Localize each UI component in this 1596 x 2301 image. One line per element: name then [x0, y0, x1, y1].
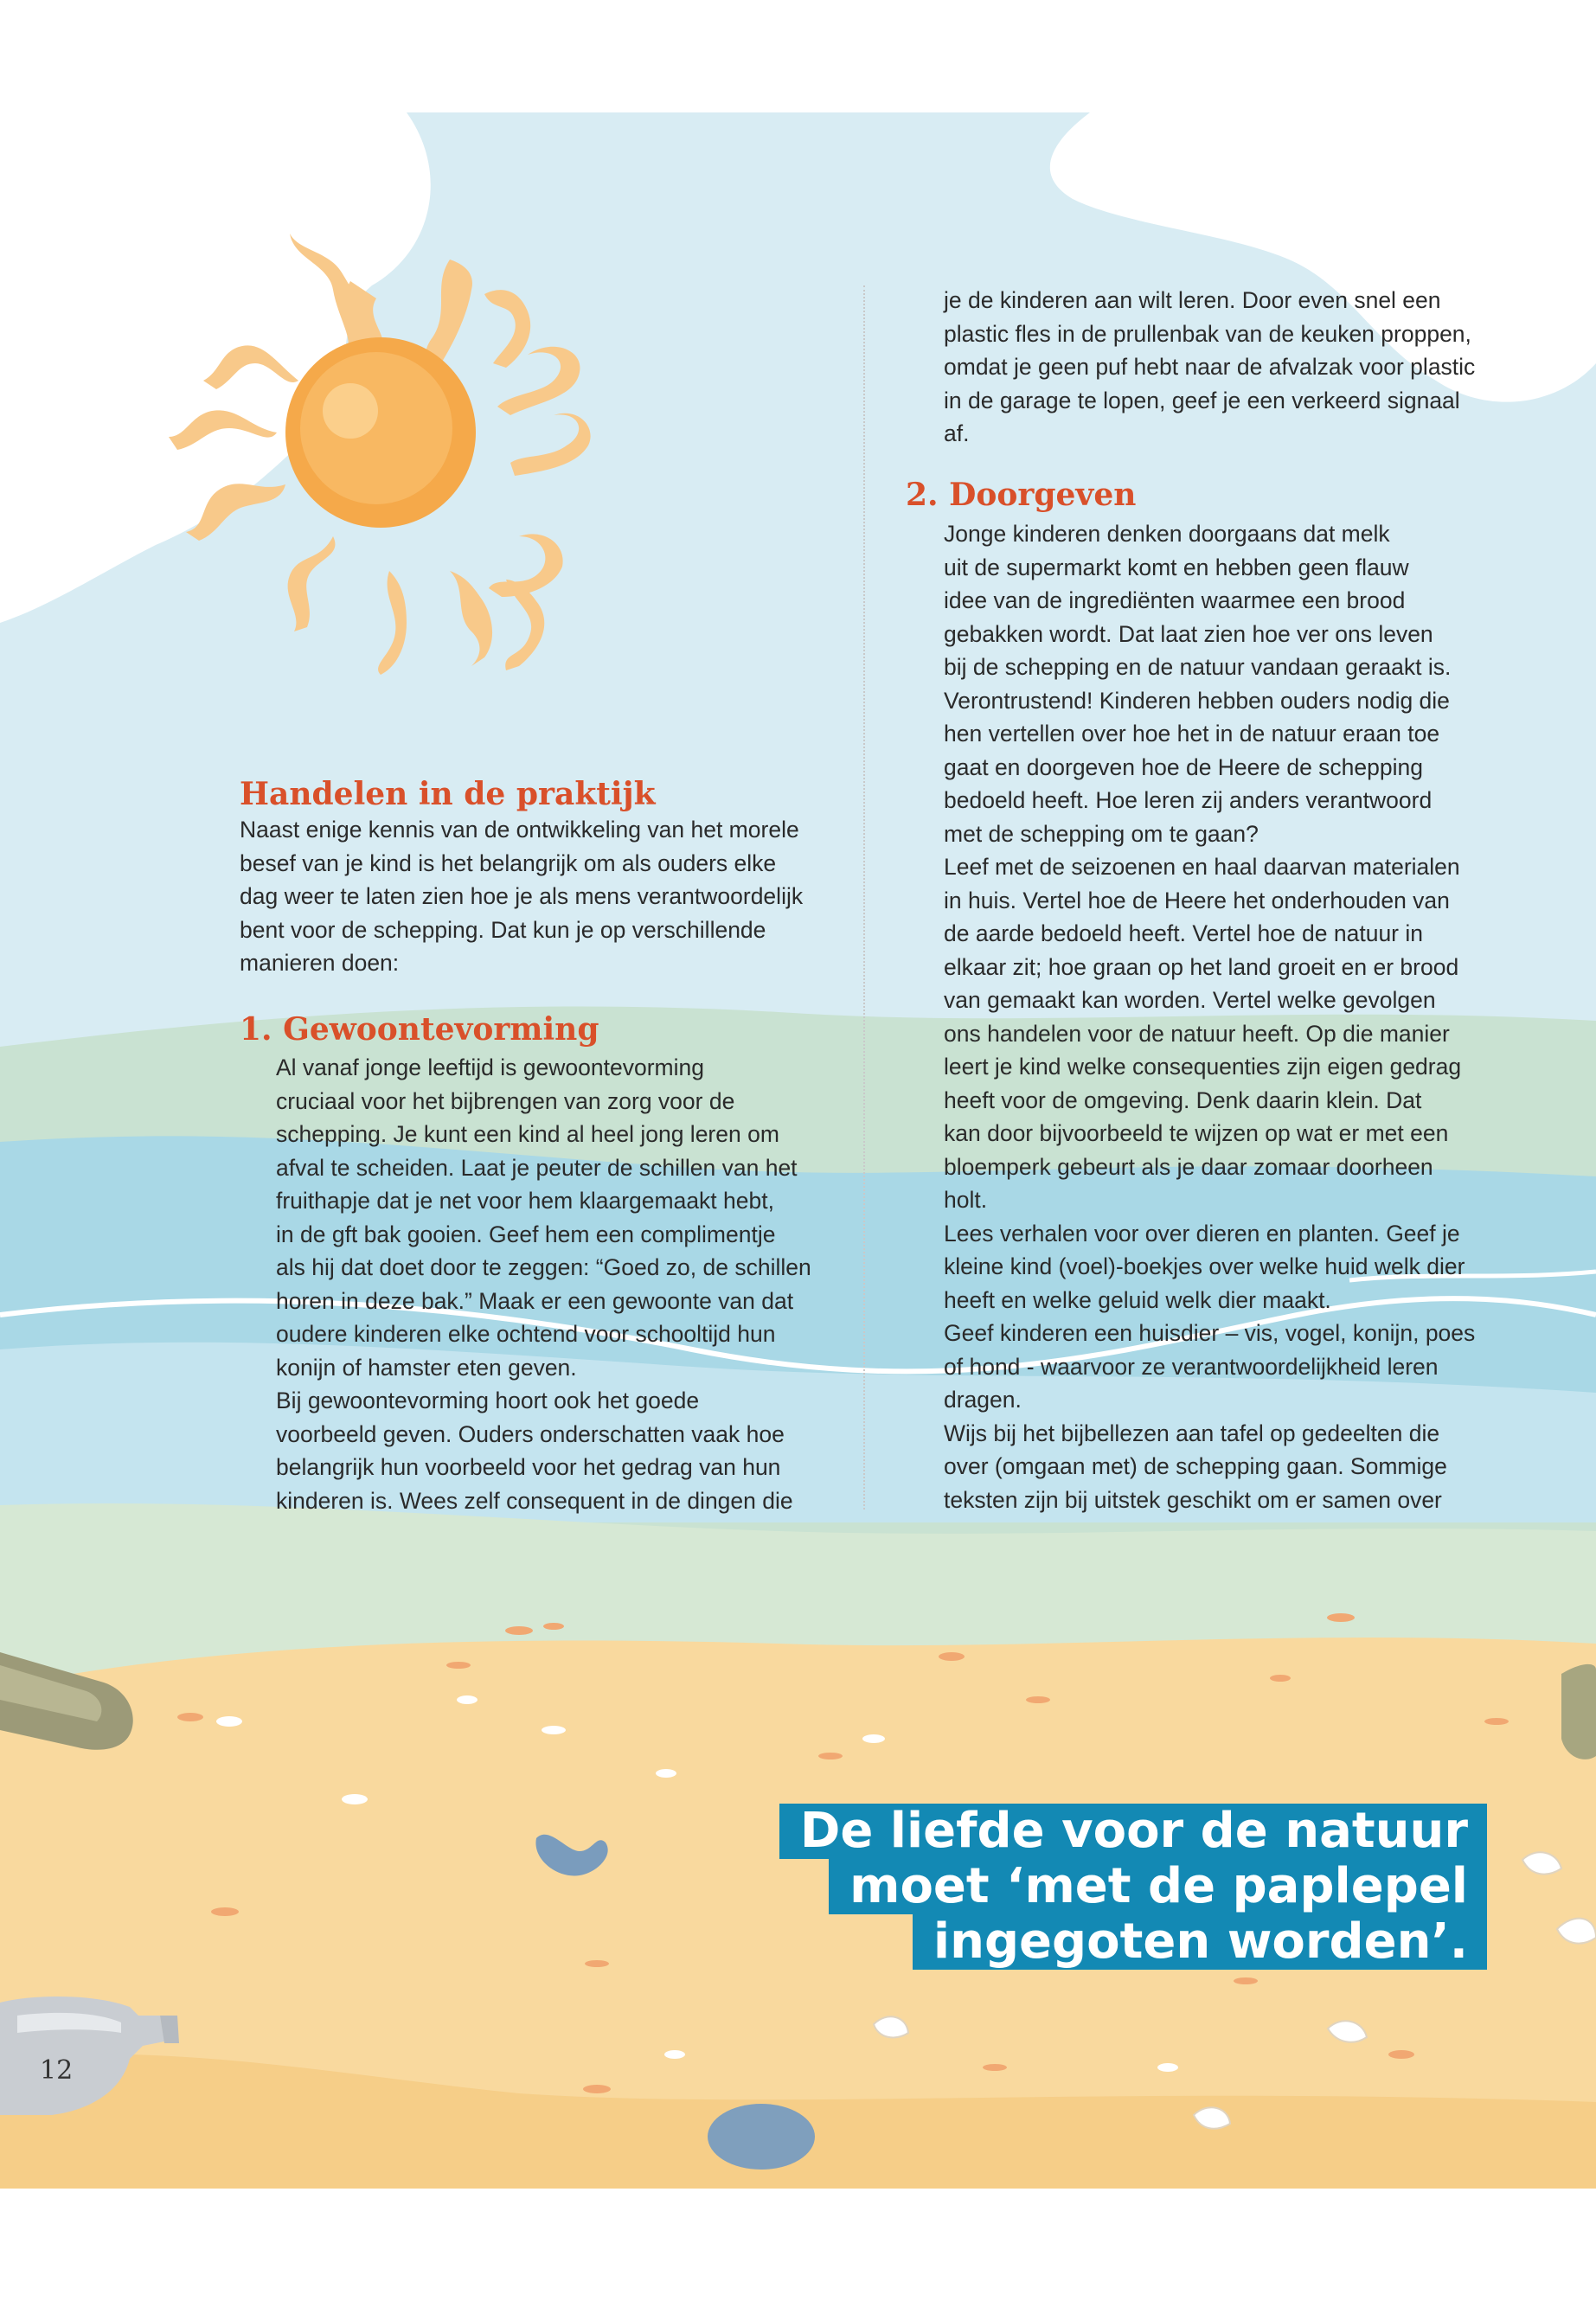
- body-line: Geef kinderen een huisdier – vis, vogel, konijn, poes: [944, 1320, 1476, 1346]
- body-line: omdat je geen puf hebt naar de afvalzak voor plastic: [944, 354, 1476, 380]
- body-line: over (omgaan met) de schepping gaan. Sommige: [944, 1453, 1447, 1479]
- body-line: afval te scheiden. Laat je peuter de schillen van het: [276, 1154, 798, 1181]
- page-number: 12: [40, 2055, 74, 2086]
- body-line: in de garage te lopen, geef je een verkeerd signaal: [944, 387, 1460, 413]
- intro-line: Naast enige kennis van de ontwikkeling van het morele: [240, 817, 799, 843]
- right-column-continuation: [944, 284, 1497, 451]
- heading-gewoontevorming: 1. Gewoontevorming: [240, 1011, 599, 1048]
- column-divider: [863, 285, 865, 1509]
- right-column-body: [944, 517, 1497, 1516]
- body-line: Al vanaf jonge leeftijd is gewoontevorming: [276, 1054, 704, 1080]
- body-line: uit de supermarkt komt en hebben geen flauw: [944, 554, 1409, 580]
- body-line: idee van de ingrediënten waarmee een brood: [944, 587, 1406, 613]
- body-line: bij de schepping en de natuur vandaan geraakt is.: [944, 654, 1452, 680]
- heading-doorgeven: 2. Doorgeven: [906, 477, 1137, 513]
- body-line: van gemaakt kan worden. Vertel welke gevolgen: [944, 987, 1436, 1013]
- body-line: horen in deze bak.” Maak er een gewoonte van dat: [276, 1287, 794, 1314]
- jar-icon: [1561, 1664, 1596, 1759]
- pull-quote-line: ingegoten worden’.: [913, 1914, 1487, 1970]
- body-line: bedoeld heeft. Hoe leren zij anders verantwoord: [944, 787, 1433, 813]
- intro-line: dag weer te laten zien hoe je als mens verantwoordelijk: [240, 883, 804, 909]
- left-column-body: [276, 1051, 821, 1517]
- body-line: heeft en welke geluid welk dier maakt.: [944, 1286, 1331, 1313]
- body-line: met de schepping om te gaan?: [944, 820, 1259, 847]
- rock-icon: [708, 2104, 815, 2170]
- body-line: je de kinderen aan wilt leren. Door even snel een: [944, 287, 1441, 313]
- body-line: gaat en doorgeven hoe de Heere de schepping: [944, 753, 1423, 780]
- body-line: kinderen is. Wees zelf consequent in de dingen die: [276, 1487, 793, 1514]
- heading-handelen: Handelen in de praktijk: [240, 776, 656, 812]
- body-line: teksten zijn bij uitstek geschikt om er samen over: [944, 1486, 1442, 1513]
- intro-line: bent voor de schepping. Dat kun je op verschillende: [240, 916, 766, 943]
- body-line: oudere kinderen elke ochtend voor schooltijd hun: [276, 1321, 776, 1347]
- body-line: ons handelen voor de natuur heeft. Op die manier: [944, 1020, 1450, 1047]
- body-line: hen vertellen over hoe het in de natuur eraan toe: [944, 721, 1440, 747]
- pull-quote-line: De liefde voor de natuur: [779, 1804, 1487, 1859]
- body-line: Verontrustend! Kinderen hebben ouders nodig die: [944, 687, 1450, 714]
- body-line: af.: [944, 420, 970, 446]
- body-line: Bij gewoontevorming hoort ook het goede: [276, 1388, 700, 1413]
- body-line: bloemperk gebeurt als je daar zomaar doorheen: [944, 1153, 1433, 1180]
- pull-quote: [779, 1804, 1487, 1970]
- body-line: dragen.: [944, 1387, 1022, 1413]
- body-line: Wijs bij het bijbellezen aan tafel op gedeelten die: [944, 1420, 1440, 1446]
- body-line: cruciaal voor het bijbrengen van zorg voor de: [276, 1087, 735, 1114]
- body-line: kleine kind (voel)-boekjes over welke huid welk dier: [944, 1253, 1465, 1279]
- body-line: belangrijk hun voorbeeld voor het gedrag van hun: [276, 1454, 781, 1480]
- body-line: gebakken wordt. Dat laat zien hoe ver ons leven: [944, 620, 1433, 647]
- body-line: schepping. Je kunt een kind al heel jong leren om: [276, 1121, 779, 1147]
- pull-quote-line: moet ‘met de paplepel: [829, 1859, 1487, 1914]
- body-line: konijn of hamster eten geven.: [276, 1354, 577, 1381]
- intro-line: besef van je kind is het belangrijk om als ouders elke: [240, 849, 777, 876]
- body-line: voorbeeld geven. Ouders onderschatten vaak hoe: [276, 1420, 785, 1447]
- body-line: als hij dat doet door te zeggen: “Goed zo, de schillen: [276, 1254, 811, 1280]
- body-line: holt.: [944, 1187, 988, 1213]
- body-line: of hond - waarvoor ze verantwoordelijkheid leren: [944, 1353, 1439, 1380]
- body-line: elkaar zit; hoe graan op het land groeit en er brood: [944, 953, 1459, 980]
- left-column-intro: [240, 775, 836, 980]
- intro-line: manieren doen:: [240, 950, 400, 976]
- body-line: plastic fles in de prullenbak van de keuken proppen,: [944, 320, 1471, 347]
- body-line: fruithapje dat je net voor hem klaargemaakt hebt,: [276, 1188, 774, 1214]
- body-line: kan door bijvoorbeeld te wijzen op wat er met een: [944, 1120, 1449, 1146]
- body-line: in de gft bak gooien. Geef hem een complimentje: [276, 1221, 776, 1247]
- body-line: leert je kind welke consequenties zijn eigen gedrag: [944, 1054, 1462, 1080]
- body-line: de aarde bedoeld heeft. Vertel hoe de natuur in: [944, 920, 1423, 946]
- body-line: in huis. Vertel hoe de Heere het onderhouden van: [944, 887, 1450, 913]
- body-line: heeft voor de omgeving. Denk daarin klein. Dat: [944, 1086, 1422, 1113]
- body-line: Leef met de seizoenen en haal daarvan materialen: [944, 854, 1460, 880]
- body-line: Jonge kinderen denken doorgaans dat melk: [944, 521, 1390, 547]
- body-line: Lees verhalen voor over dieren en planten. Geef je: [944, 1220, 1460, 1247]
